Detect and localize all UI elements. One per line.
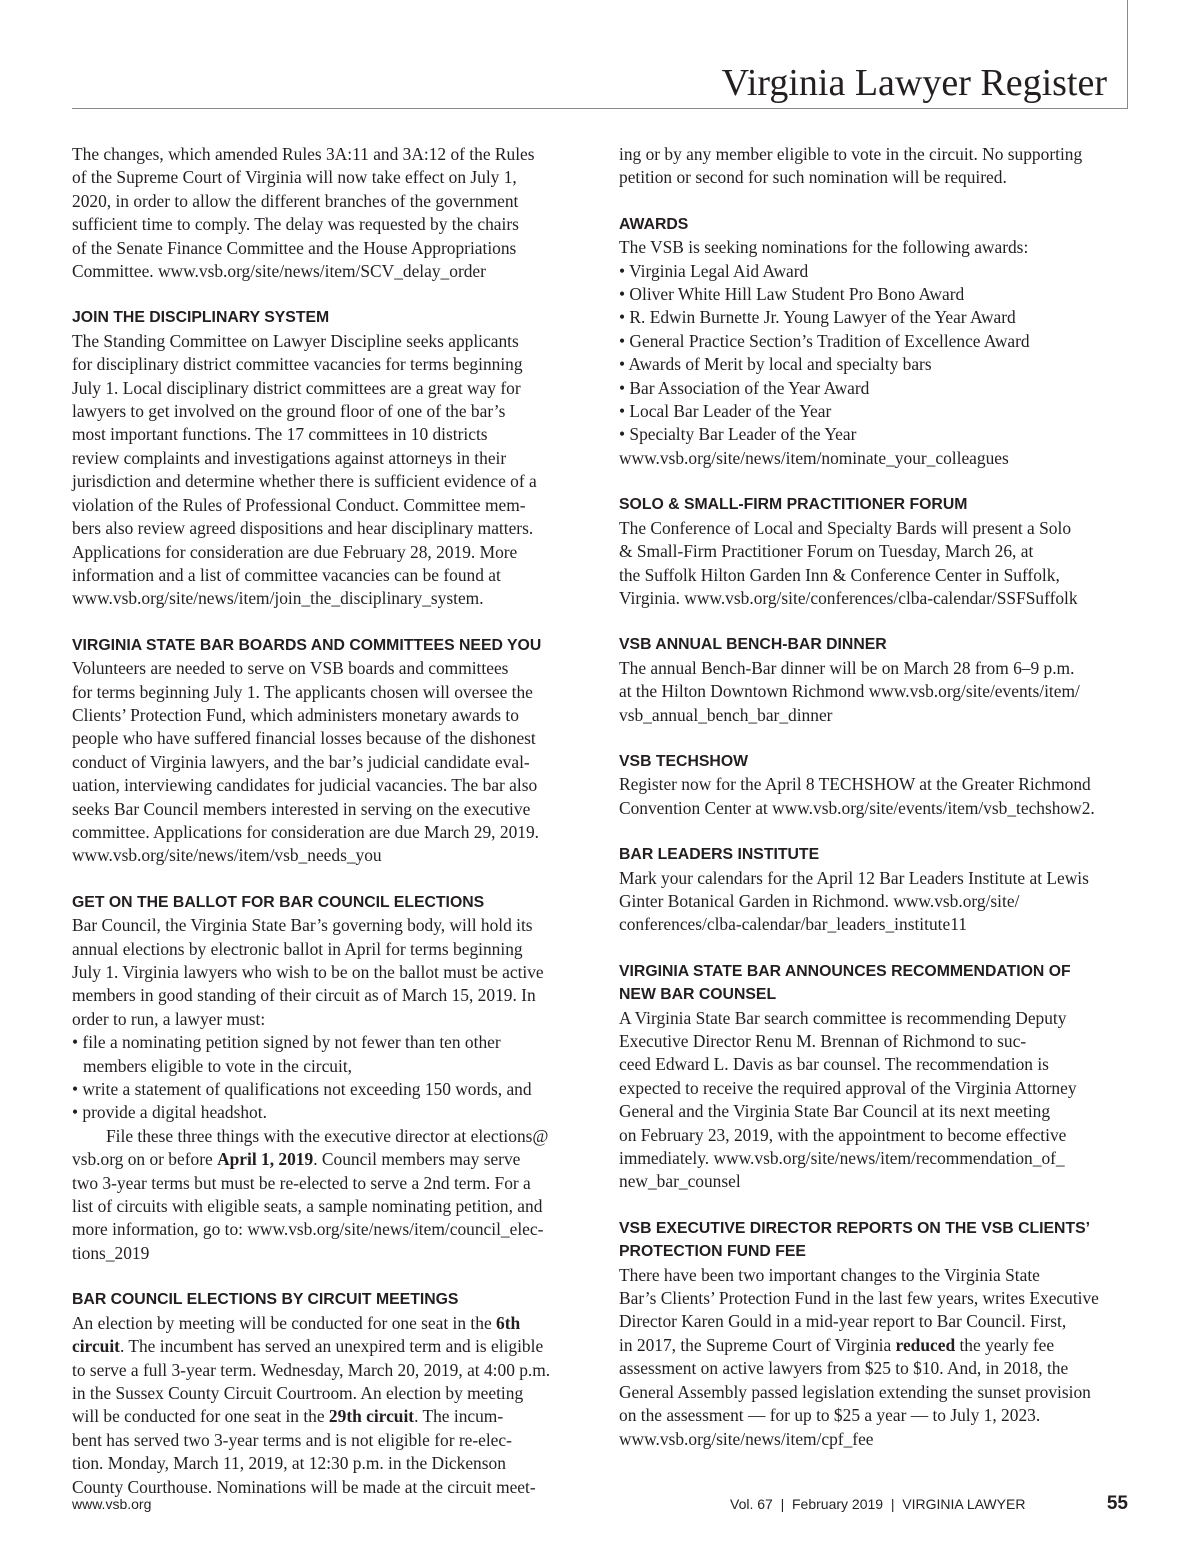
section-cpf-fee xyxy=(619,1217,1131,1451)
filing-text-start: File these three things with the executive director at elections@ vsb.org on or before xyxy=(72,1125,549,1170)
page-number: 55 xyxy=(1106,1493,1128,1514)
cpf-fee-heading: VSB EXECUTIVE DIRECTOR REPORTS ON THE VSB CLIENTS’ PROTECTION FUND FEE xyxy=(619,1219,1091,1261)
techshow-paragraph: Register now for the April 8 TECHSHOW at the Greater Richmond Convention Center at www.vsb.org/site/events/item/vsb_techshow2. xyxy=(619,774,1095,818)
circuit-meetings-paragraph xyxy=(72,1312,584,1499)
section-solo-forum xyxy=(619,493,1131,610)
ballot-paragraph: Bar Council, the Virginia State Bar’s governing body, will hold its annual elections by electronic ballot in April for terms beginning July 1. Virginia lawyers who wish to be on the ballot must be active members in good standing of their circuit as of March 15, 2019. In order to run, a lawyer must: xyxy=(72,915,544,1029)
section-bench-bar xyxy=(619,633,1131,727)
bench-bar-heading: VSB ANNUAL BENCH-BAR DINNER xyxy=(619,636,887,654)
section-techshow xyxy=(619,750,1131,820)
awards-intro: The VSB is seeking nominations for the following awards: xyxy=(619,237,1029,258)
solo-forum-paragraph: The Conference of Local and Specialty Bards will present a Solo & Small-Firm Practitioner Forum on Tuesday, March 26, at the Suffolk Hilton Garden Inn & Conference Center in Suffolk, Virginia. www.vsb.org/site/conferences/clba-calendar/SSFSuffolk xyxy=(619,517,1078,608)
right-column xyxy=(619,143,1131,1451)
cpf-fee-paragraph xyxy=(619,1264,1131,1451)
section-ballot-elections xyxy=(72,891,584,1266)
circuit-meetings-heading: BAR COUNCIL ELECTIONS BY CIRCUIT MEETINGS xyxy=(72,1291,459,1309)
header-horizontal-rule xyxy=(72,108,1128,109)
ballot-requirements-list xyxy=(72,1031,584,1125)
left-column xyxy=(72,143,584,1499)
list-item: • Local Bar Leader of the Year xyxy=(619,401,832,422)
techshow-heading: VSB TECHSHOW xyxy=(619,752,749,770)
circuit-text-2: . The incumbent has served an unexpired term and is eligible to serve a full 3-year term. Wednesday, March 20, 2019, at 4:00 p.m. in the Sussex County Circuit Courtroom. An election by meeting will be conducted for one seat in the xyxy=(72,1336,551,1427)
filing-deadline: April 1, 2019 xyxy=(217,1149,314,1170)
footer-site-url: www.vsb.org xyxy=(72,1496,152,1512)
section-bar-counsel xyxy=(619,960,1131,1194)
circuit-text-1: An election by meeting will be conducted for one seat in the xyxy=(72,1312,497,1333)
section-boards-committees xyxy=(72,634,584,868)
awards-heading: AWARDS xyxy=(619,215,689,233)
awards-link: www.vsb.org/site/news/item/nominate_your_colleagues xyxy=(619,447,1009,468)
continuation-paragraph: ing or by any member eligible to vote in the circuit. No supporting petition or second for such nomination will be required. xyxy=(619,144,1083,188)
list-item: • Awards of Merit by local and specialty bars xyxy=(619,354,932,375)
filing-text-end: . Council members may serve two 3-year terms but must be re-elected to serve a 2nd term. For a list of circuits with eligible seats, a sample nominating petition, and more information, go to: www.vsb.org/site/news/item/council_elec- tions_2019 xyxy=(72,1149,544,1263)
bar-counsel-heading: VIRGINIA STATE BAR ANNOUNCES RECOMMENDATION OF NEW BAR COUNSEL xyxy=(619,962,1071,1004)
header-vertical-rule xyxy=(1127,0,1128,108)
list-item: • General Practice Section’s Tradition of Excellence Award xyxy=(619,330,1030,351)
ballot-filing-paragraph xyxy=(72,1125,584,1265)
solo-forum-heading: SOLO & SMALL-FIRM PRACTITIONER FORUM xyxy=(619,496,968,514)
leaders-institute-heading: BAR LEADERS INSTITUTE xyxy=(619,846,820,864)
disciplinary-paragraph: The Standing Committee on Lawyer Discipline seeks applicants for disciplinary district committee vacancies for terms beginning July 1. Local disciplinary district committees are a great way for lawyers to get involved on the ground floor of one of the bar’s most important functions. The 17 committees in 10 districts review complaints and investigations against attorneys in their jurisdiction and determine whether there is sufficient evidence of a violation of the Rules of Professional Conduct. Committee mem- bers also review agreed dispositions and hear disciplinary matters. Applications for consideration are due February 28, 2019. More information and a list of committee vacancies can be found at www.vsb.org/site/news/item/join_the_disciplinary_system. xyxy=(72,330,537,609)
boards-paragraph: Volunteers are needed to serve on VSB boards and committees for terms beginning July 1. The applicants chosen will oversee the Clients’ Protection Fund, which administers monetary awards to people who have suffered financial losses because of the dishonest conduct of Virginia lawyers, and the bar’s judicial candidate eval- uation, interviewing candidates for judicial vacancies. The bar also seeks Bar Council members interested in serving on the executive committee. Applications for consideration are due March 29, 2019. www.vsb.org/site/news/item/vsb_needs_you xyxy=(72,658,539,866)
section-disciplinary-system xyxy=(72,306,584,610)
section-awards xyxy=(619,213,1131,470)
list-item: • Specialty Bar Leader of the Year xyxy=(619,424,857,445)
section-leaders-institute xyxy=(619,843,1131,937)
ballot-heading: GET ON THE BALLOT FOR BAR COUNCIL ELECTIONS xyxy=(72,893,485,911)
list-item: • R. Edwin Burnette Jr. Young Lawyer of the Year Award xyxy=(619,307,1016,328)
section-intro xyxy=(72,143,584,283)
list-item: • Oliver White Hill Law Student Pro Bono Award xyxy=(619,284,965,305)
footer-issue: Vol. 67 | February 2019 | VIRGINIA LAWYER xyxy=(730,1496,1026,1512)
list-item: • write a statement of qualifications not exceeding 150 words, and xyxy=(72,1079,532,1100)
cpf-text-1: There have been two important changes to the Virginia State Bar’s Clients’ Protection Fund in the last few years, writes Executive Director Karen Gould in a mid-year report to Bar Council. First, in 2017, the Supreme Court of Virginia xyxy=(619,1264,1099,1355)
boards-heading: VIRGINIA STATE BAR BOARDS AND COMMITTEES NEED YOU xyxy=(72,636,542,654)
circuit-text-3: . The incum- bent has served two 3-year terms and is not eligible for re-elec- tion. Monday, March 11, 2019, at 12:30 p.m. in the Dickenson County Courthouse. Nominations will be made at the circuit meet- xyxy=(72,1406,536,1497)
leaders-institute-paragraph: Mark your calendars for the April 12 Bar Leaders Institute at Lewis Ginter Botanical Garden in Richmond. www.vsb.org/site/ conferences/clba-calendar/bar_leaders_institute11 xyxy=(619,867,1089,935)
list-item: • file a nominating petition signed by not fewer than ten other members eligible to vote in the circuit, xyxy=(72,1032,501,1076)
footer-issue-info xyxy=(730,1494,1128,1514)
list-item: • Bar Association of the Year Award xyxy=(619,377,870,398)
cpf-text-2: the yearly fee assessment on active lawyers from $25 to $10. And, in 2018, the General Assembly passed legislation extending the sunset provision on the assessment — for up to $25 a year — to July 1, 2023. www.vsb.org/site/news/item/cpf_fee xyxy=(619,1334,1091,1449)
bench-bar-paragraph: The annual Bench-Bar dinner will be on March 28 from 6–9 p.m. at the Hilton Downtown Richmond www.vsb.org/site/events/item/ vsb_annual_bench_bar_dinner xyxy=(619,657,1080,725)
list-item: • Virginia Legal Aid Award xyxy=(619,260,809,281)
disciplinary-heading: JOIN THE DISCIPLINARY SYSTEM xyxy=(72,309,330,327)
bar-counsel-paragraph: A Virginia State Bar search committee is recommending Deputy Executive Director Renu M. Brennan of Richmond to suc- ceed Edward L. Davis as bar counsel. The recommendation is expected to receive the required approval of the Virginia Attorney General and the Virginia State Bar Council at its next meeting on February 23, 2019, with the appointment to become effective immediately. www.vsb.org/site/news/item/recommendation_of_ new_bar_counsel xyxy=(619,1007,1077,1192)
circuit-6th: 6th circuit xyxy=(72,1312,521,1357)
section-circuit-meetings xyxy=(72,1288,584,1499)
masthead-title: Virginia Lawyer Register xyxy=(721,62,1107,104)
circuit-29th: 29th circuit xyxy=(328,1406,415,1427)
section-continuation xyxy=(619,143,1131,190)
cpf-emphasis: reduced xyxy=(895,1334,956,1355)
intro-paragraph: The changes, which amended Rules 3A:11 and 3A:12 of the Rules of the Supreme Court of Virginia will now take effect on July 1, 2020, in order to allow the different branches of the government sufficient time to comply. The delay was requested by the chairs of the Senate Finance Committee and the House Appropriations Committee. www.vsb.org/site/news/item/SCV_delay_order xyxy=(72,144,535,282)
awards-list xyxy=(619,260,1131,447)
list-item: • provide a digital headshot. xyxy=(72,1102,267,1123)
